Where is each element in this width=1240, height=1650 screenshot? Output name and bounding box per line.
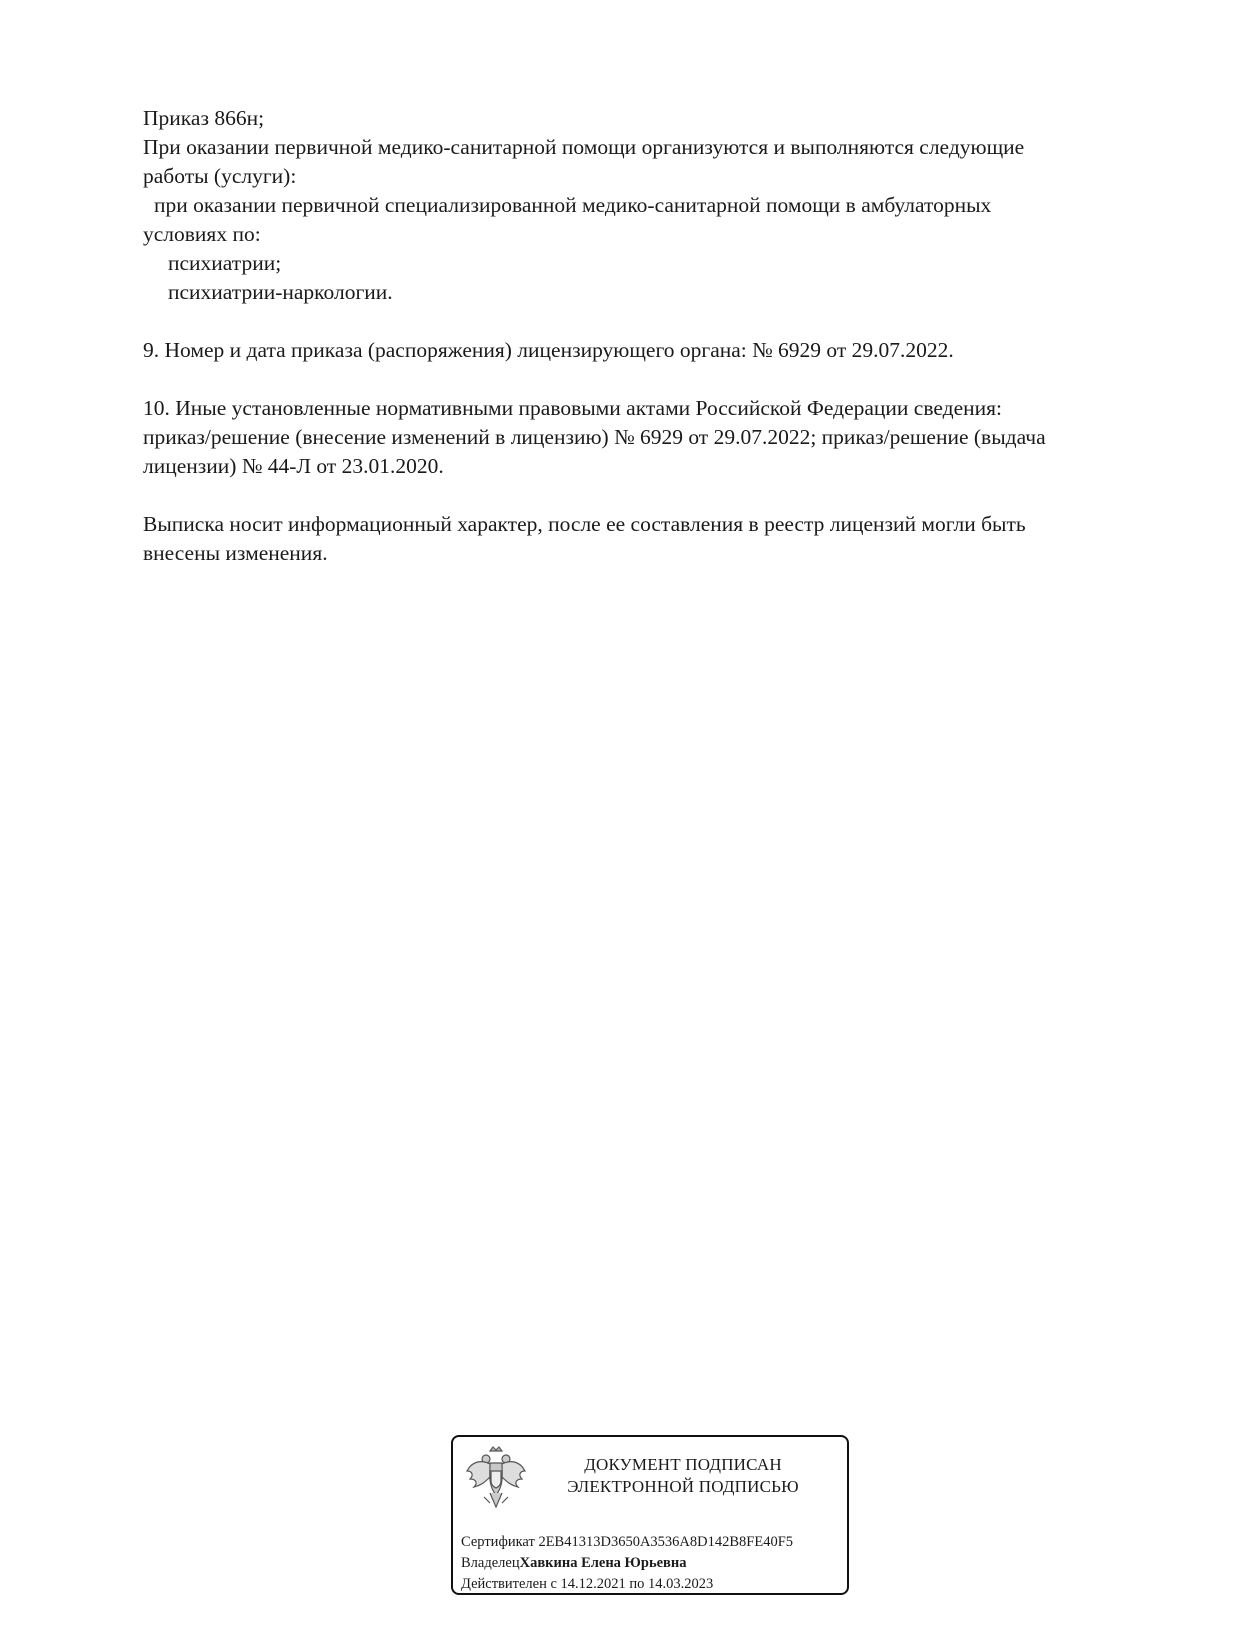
disclaimer-line-1: Выписка носит информационный характер, после ее составления в реестр лицензий могли быть (143, 512, 1026, 536)
certificate-row (461, 1532, 847, 1553)
specialized-care-line-cont: условиях по: (143, 222, 261, 246)
validity-row: Действителен с 14.12.2021 по 14.03.2023 (461, 1576, 714, 1592)
spacer (143, 307, 1163, 336)
disclaimer-line-2: внесены изменения. (143, 541, 328, 565)
stamp-title-line-1: ДОКУМЕНТ ПОДПИСАН (584, 1455, 782, 1474)
coat-of-arms-icon (464, 1445, 528, 1513)
item-10-line-2: приказ/решение (внесение изменений в лицензию) № 6929 от 29.07.2022; приказ/решение (выдача (143, 425, 1046, 449)
owner-label: Владелец (461, 1555, 520, 1571)
owner-row (461, 1553, 847, 1574)
services-intro-line-cont: работы (услуги): (143, 164, 297, 188)
document-body (143, 104, 1163, 568)
owner-value: Хавкина Елена Юрьевна (519, 1555, 687, 1571)
services-intro-line: При оказании первичной медико-санитарной помощи организуются и выполняются следующие (143, 135, 1025, 159)
stamp-title-line-2: ЭЛЕКТРОННОЙ ПОДПИСЬЮ (567, 1477, 799, 1496)
spacer (143, 481, 1163, 510)
order-line: Приказ 866н; (143, 106, 265, 130)
specialized-care-line: при оказании первичной специализированной медико-санитарной помощи в амбулаторных (154, 193, 992, 217)
service-item-psychiatry: психиатрии; (168, 251, 282, 275)
item-10-line-3: лицензии) № 44-Л от 23.01.2020. (143, 454, 444, 478)
spacer (143, 365, 1163, 394)
certificate-value: 2EB41313D3650A3536A8D142B8FE40F5 (538, 1534, 794, 1550)
stamp-title (533, 1454, 833, 1498)
certificate-label: Сертификат (461, 1534, 535, 1550)
electronic-signature-stamp (451, 1435, 849, 1595)
service-item-narcology: психиатрии-наркологии. (168, 280, 393, 304)
item-10-line-1: 10. Иные установленные нормативными правовыми актами Российской Федерации сведения: (143, 396, 1002, 420)
item-9-order-number: 9. Номер и дата приказа (распоряжения) лицензирующего органа: № 6929 от 29.07.2022. (143, 338, 954, 362)
stamp-details (461, 1532, 847, 1595)
